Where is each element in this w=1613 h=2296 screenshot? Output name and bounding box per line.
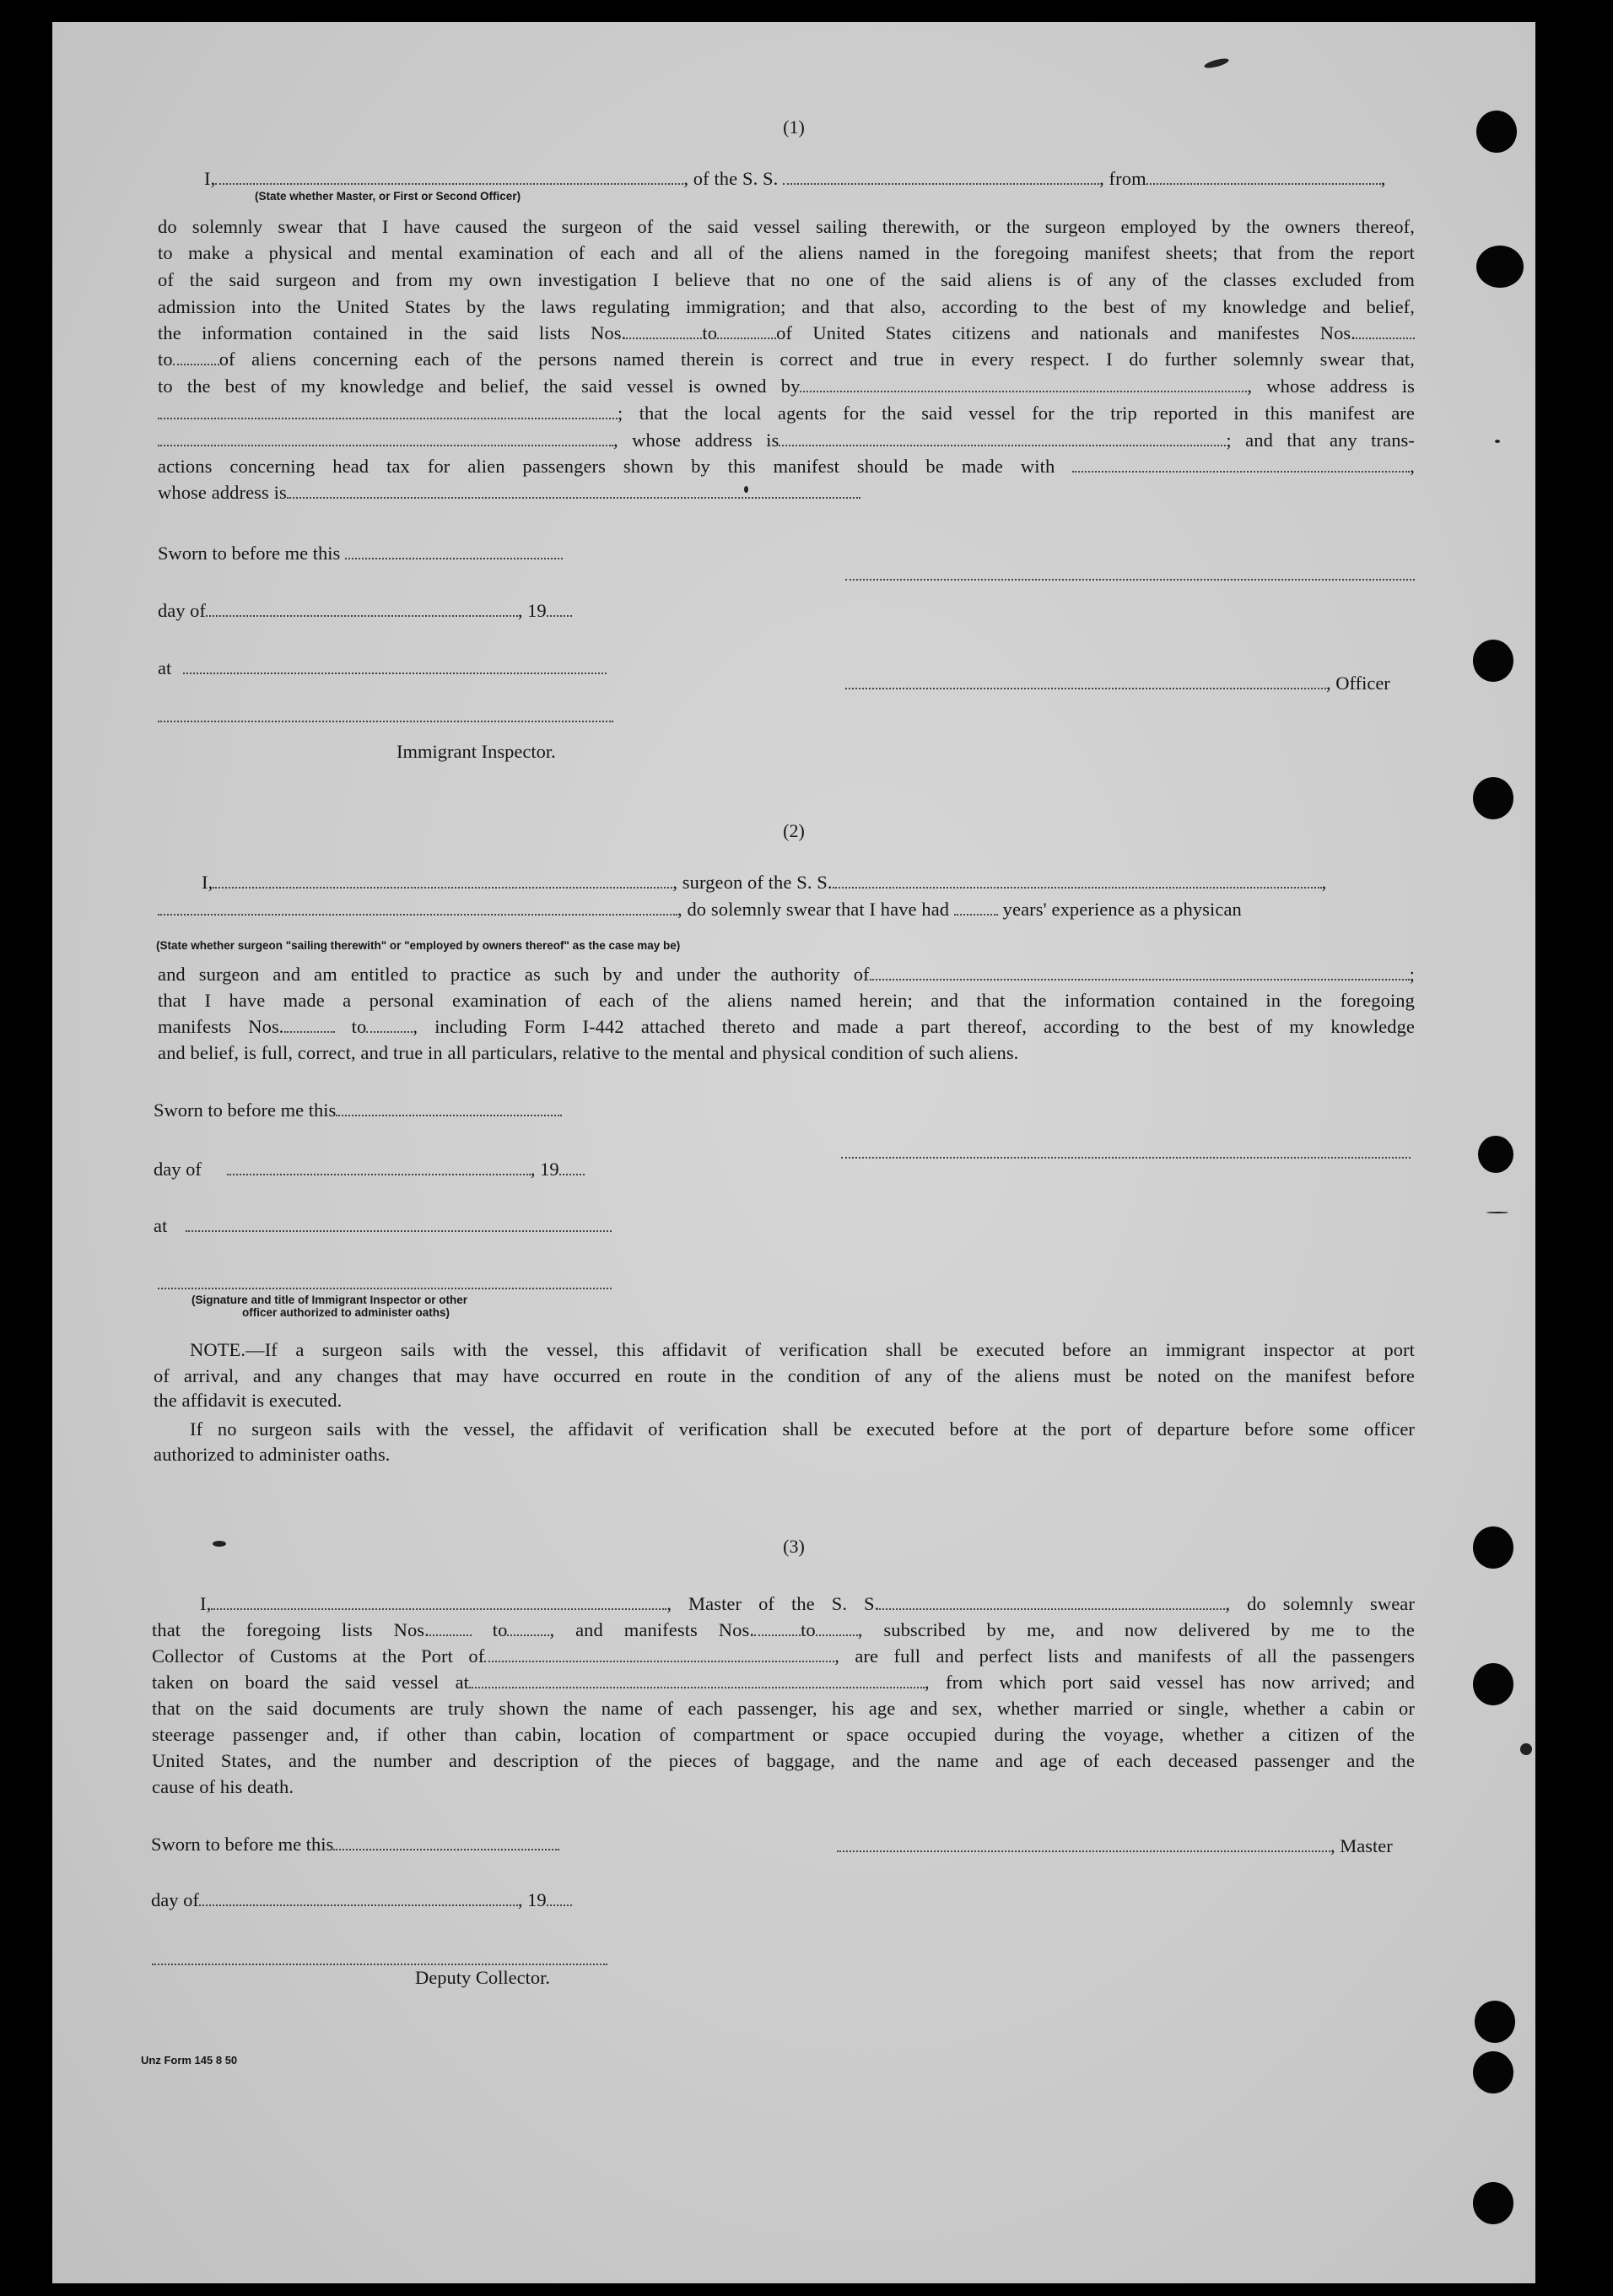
- section3-last-line: cause of his death.: [152, 1776, 294, 1797]
- section1-body-line: to make a physical and mental examination of each and all of the aliens named in the foregoing manifest sheets; that from the report: [158, 242, 1415, 263]
- section2-sworn: Sworn to before me this: [154, 1099, 562, 1122]
- section3-line3: Collector of Customs at the Port of , are full and perfect lists and manifests of all the passengers: [152, 1645, 1416, 1667]
- note-line: NOTE.—If a surgeon sails with the vessel, this affidavit of verification shall be executed before an immigrant inspector at port: [190, 1339, 1415, 1360]
- section2-line5: manifests Nos. to , including Form I-442 attached thereto and made a part thereof, according to the best of my knowledge: [158, 1016, 1416, 1037]
- punch-hole: [1473, 640, 1513, 682]
- immigrant-inspector-label: Immigrant Inspector.: [397, 741, 556, 762]
- section3-body-line: United States, and the number and description of the pieces of baggage, and the name and age of each deceased passenger and the: [152, 1750, 1415, 1771]
- section3-line4: taken on board the said vessel at , from which port said vessel has now arrived; and: [152, 1672, 1415, 1693]
- section1-line11: actions concerning head tax for alien passengers shown by this manifest should be made with ,: [158, 456, 1415, 477]
- section2-caption: (State whether surgeon "sailing therewith" or "employed by owners thereof" as the case may be): [156, 939, 681, 952]
- speck: [1486, 1212, 1508, 1213]
- punch-hole: [1473, 2051, 1513, 2093]
- officer-signature-line: [845, 579, 1415, 581]
- section1-officer: , Officer: [845, 672, 1390, 695]
- section3-line2: that the foregoing lists Nos. to , and manifests Nos. to , subscribed by me, and now delivered by me to the: [152, 1619, 1415, 1640]
- section1-body-line: of the said surgeon and from my own investigation I believe that no one of the said aliens is of any of the classes excluded from: [158, 269, 1415, 290]
- note-line: the affidavit is executed.: [154, 1390, 343, 1411]
- sig-caption-2: officer authorized to administer oaths): [242, 1306, 450, 1319]
- section1-body-line: admission into the United States by the laws regulating immigration; and that also, according to the best of my knowledge and belief,: [158, 296, 1415, 317]
- deputy-collector-label: Deputy Collector.: [415, 1967, 550, 1988]
- section2-line1: I, , surgeon of the S. S. ,: [202, 872, 1327, 893]
- deputy-collector-signature-line: [152, 1964, 607, 1965]
- punch-hole: [1476, 246, 1524, 288]
- note2-line: authorized to administer oaths.: [154, 1444, 391, 1465]
- punch-hole: [1473, 777, 1513, 819]
- section2-line6: and belief, is full, correct, and true in all particulars, relative to the mental and physical condition of such aliens.: [158, 1042, 1019, 1063]
- punch-hole: [1473, 1663, 1513, 1705]
- punch-hole: [1478, 1136, 1513, 1173]
- speck: [1203, 57, 1229, 69]
- section-number: (2): [783, 820, 805, 841]
- section1-line1: I, , of the S. S. , from ,: [204, 168, 1386, 189]
- section-number: (3): [783, 1536, 805, 1557]
- section2-line3: and surgeon and am entitled to practice as such by and under the authority of ;: [158, 964, 1415, 985]
- form-number: Unz Form 145 8 50: [141, 2054, 238, 2066]
- section2-day-of: day of , 19: [154, 1158, 585, 1181]
- inspector-signature-line: [158, 721, 613, 722]
- punch-hole: [1473, 2182, 1513, 2224]
- section1-line9: ; that the local agents for the said vessel for the trip reported in this manifest are: [158, 400, 1415, 426]
- note2-line: If no surgeon sails with the vessel, the affidavit of verification shall be executed before at the port of departure before some officer: [190, 1418, 1415, 1440]
- section3-sworn: Sworn to before me this: [151, 1833, 559, 1856]
- section1-caption: (State whether Master, or First or Second Officer): [255, 190, 521, 203]
- section1-line6: the information contained in the said lists Nos. to of United States citizens and nationals and manifestes Nos.: [158, 320, 1415, 346]
- surgeon-signature-line: [841, 1157, 1411, 1159]
- punch-hole: [1475, 2001, 1515, 2043]
- section3-body-line: steerage passenger and, if other than cabin, location of compartment or space occupied during the voyage, whether a citizen of the: [152, 1724, 1415, 1745]
- section1-line12: whose address is: [158, 479, 1415, 505]
- section2-at: at: [154, 1214, 612, 1238]
- section1-line8: to the best of my knowledge and belief, the said vessel is owned by , whose address is: [158, 375, 1415, 397]
- note-line: of arrival, and any changes that may have occurred en route in the condition of any of the aliens must be noted on the manifest before: [154, 1365, 1415, 1386]
- speck: [1520, 1743, 1532, 1755]
- speck: [1495, 440, 1500, 443]
- section2-line4: that I have made a personal examination of each of the aliens named herein; and that the information contained in the foregoing: [158, 990, 1415, 1011]
- section3-line1: I, , Master of the S. S. , do solemnly swear: [200, 1593, 1415, 1614]
- sig-caption-1: (Signature and title of Immigrant Inspector or other: [192, 1294, 468, 1306]
- section1-at: at: [158, 656, 607, 680]
- section1-body-line: do solemnly swear that I have caused the surgeon of the said vessel sailing therewith, or the surgeon employed by the owners thereof,: [158, 216, 1415, 237]
- form-page: [52, 22, 1535, 2283]
- section3-body-line: that on the said documents are truly shown the name of each passenger, his age and sex, whether married or single, whether a cabin or: [152, 1698, 1415, 1719]
- section2-line2: , do solemnly swear that I have had years' experience as a physican: [158, 896, 1415, 922]
- section1-sworn: Sworn to before me this: [158, 542, 563, 565]
- section-number: (1): [783, 116, 805, 138]
- administering-officer-signature-line: [158, 1288, 612, 1289]
- section1-day-of: day of , 19: [158, 599, 572, 623]
- section1-line10: , whose address is ; and that any trans-: [158, 427, 1415, 453]
- section3-master: , Master: [837, 1834, 1393, 1858]
- section1-line7: to of aliens concerning each of the persons named therein is correct and true in every respect. I do further solemnly swear that,: [158, 348, 1415, 370]
- section3-day-of: day of , 19: [151, 1888, 572, 1912]
